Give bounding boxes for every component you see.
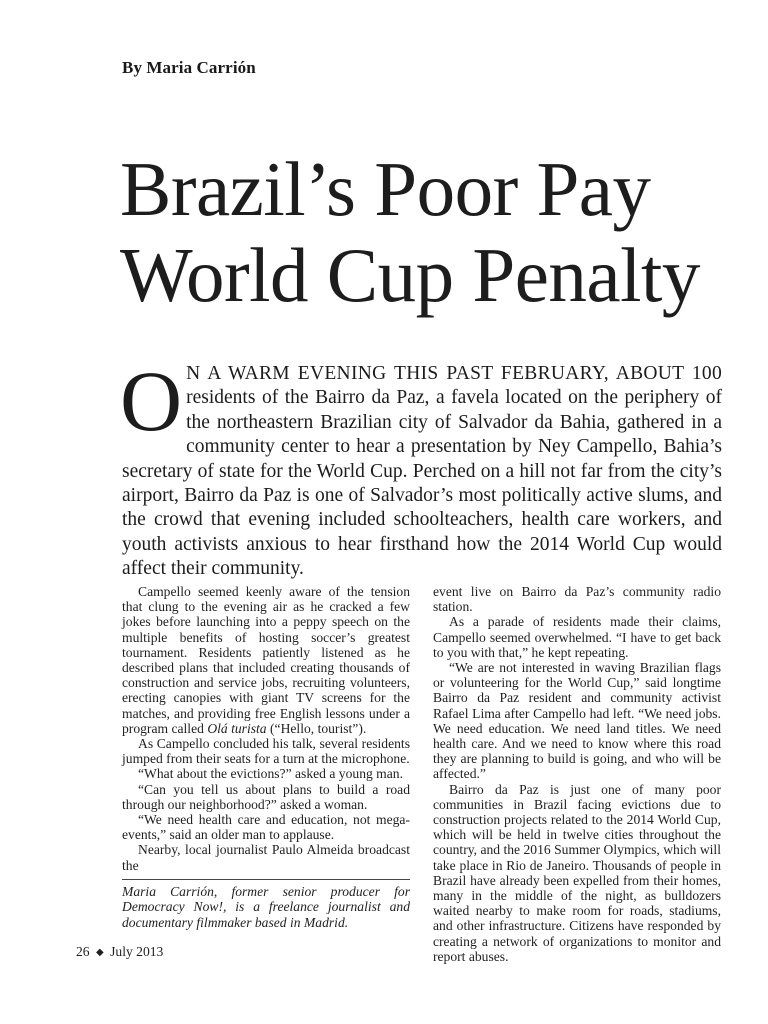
byline: By Maria Carrión: [122, 58, 256, 77]
paragraph: As a parade of residents made their claims, Campello seemed overwhelmed. “I have to get back to you with that,” he kept repeating.: [433, 614, 721, 660]
paragraph: Bairro da Paz is just one of many poor communities in Brazil facing evictions due to construction projects related to the 2014 World Cup, which will be held in twelve cities throughout the country, and the 2016 Summer Olympics, which will take place in Rio de Janeiro. Thousands of people in Brazil have already been expelled from their homes, many in the middle of the night, as bulldozers waited nearby to make room for roads, stadiums, and other infrastructure. Citizens have responded by creating a network of organizations to monitor and report abuses.: [433, 781, 721, 964]
paragraph: As Campello concluded his talk, several residents jumped from their seats for a turn at the microphone.: [122, 736, 410, 767]
paragraph-text: (“Hello, tourist”).: [266, 720, 367, 736]
headline: [120, 146, 740, 318]
page-folio: [76, 944, 163, 960]
paragraph: “Can you tell us about plans to build a road through our neighborhood?” asked a woman.: [122, 781, 410, 812]
program-name: Olá turista: [207, 720, 267, 736]
lede-small-caps: N A WARM EVENING THIS PAST FEBRUARY, ABOUT 100: [186, 363, 722, 384]
diamond-icon: ◆: [96, 947, 104, 958]
paragraph: “What about the evictions?” asked a young man.: [138, 766, 403, 782]
paragraph: “We need health care and education, not mega-events,” said an older man to applause.: [122, 812, 410, 843]
lede-text: residents of the Bairro da Paz, a favela located on the periphery of the northeastern Brazilian city of Salvador da Bahia, gathered in a community center to hear a presentation by Ney Campello, Bahia’s secretary of state for the World Cup. Perched on a hill not far from the city’s airport, Bairro da Paz is one of Salvador’s most politically active slums, and the crowd that evening included schoolteachers, health care workers, and youth activists anxious to hear firsthand how the 2014 World Cup would affect their community.: [122, 387, 722, 580]
body-column-left: [122, 584, 410, 873]
headline-line-1: Brazil’s Poor Pay: [120, 146, 651, 232]
issue-date: July 2013: [110, 944, 164, 959]
drop-cap: O: [120, 353, 183, 449]
body-column-right: [433, 584, 721, 964]
page-number: 26: [76, 944, 90, 959]
paragraph: “We are not interested in waving Brazilian flags or volunteering for the World Cup,” said longtime Bairro da Paz resident and community activist Rafael Lima after Campello had left. “We need jobs. We need education. We need land titles. We need health care. And we need to know where this road they are planning to build is going, and who will be affected.”: [433, 660, 721, 782]
lede-paragraph: [120, 353, 722, 582]
paragraph: [122, 584, 410, 736]
paragraph: Nearby, local journalist Paulo Almeida broadcast the: [122, 842, 410, 873]
headline-line-2: World Cup Penalty: [120, 232, 700, 318]
author-bio: Maria Carrión, former senior producer for Democracy Now!, is a freelance journalist and documentary filmmaker based in Madrid.: [122, 879, 410, 930]
paragraph-text: Campello seemed keenly aware of the tension that clung to the evening air as he cracked a few jokes before launching into a peppy speech on the multiple benefits of hosting soccer’s greatest tournament. Residents patiently listened as he described plans that included creating thousands of construction and service jobs, recruiting volunteers, erecting canopies with giant TV screens for the matches, and providing free English lessons under a program called: [122, 584, 410, 736]
paragraph-continued: event live on Bairro da Paz’s community radio station.: [433, 584, 721, 615]
